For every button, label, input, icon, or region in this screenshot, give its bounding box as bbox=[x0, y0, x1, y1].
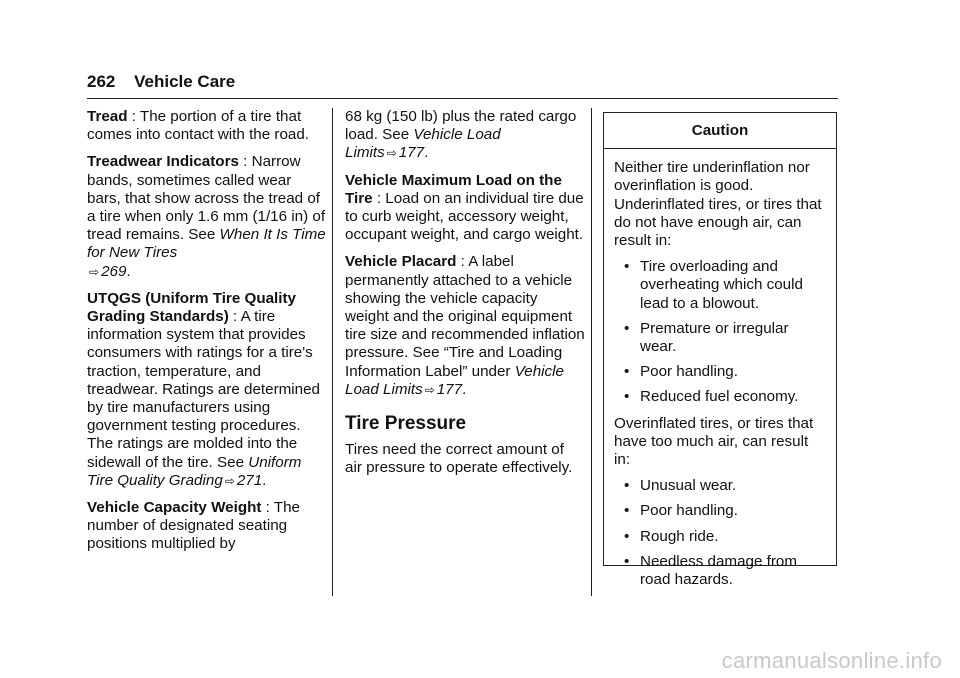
bullet-icon: • bbox=[624, 527, 630, 545]
bullet-icon: • bbox=[624, 477, 630, 495]
bullet-icon: • bbox=[624, 502, 630, 520]
page-number: 262 bbox=[87, 72, 116, 91]
entry-text: The portion of a tire that comes into contact with the road. bbox=[87, 108, 310, 144]
bullet-icon: • bbox=[624, 363, 630, 381]
entry-term: Treadwear Indicators bbox=[87, 153, 239, 171]
caution-over-intro: Overinflated tires, or tires that have too much air, can result in: bbox=[614, 414, 814, 469]
column-divider-1 bbox=[332, 108, 333, 596]
list-item: • Needless damage from road hazards. bbox=[624, 552, 798, 589]
underinflation-list bbox=[614, 258, 826, 406]
entry-term: Tread bbox=[87, 108, 128, 125]
page-title: Vehicle Care bbox=[134, 72, 236, 91]
page-reference-link[interactable]: 269 bbox=[101, 262, 127, 280]
caution-heading: Caution bbox=[604, 113, 836, 149]
glossary-entry-utqgs: UTQGS (Uniform Tire Quality Grading Standards) : A tire information system that provides consumers with ratings for a tire's traction, temperature, and treadwear. Ratings are determined by tire manufacturers using government testing procedures. The ratings are molded into the sidewall of the tire. See Uniform Tire Quality Grading ⇨ 271. bbox=[87, 289, 321, 489]
entry-text: 68 kg (150 lb) plus the rated cargo load. See bbox=[345, 108, 577, 144]
column-1 bbox=[87, 108, 327, 563]
list-item: • Unusual wear. bbox=[624, 477, 737, 495]
list-item: • Tire overloading and overheating which could lead to a blowout. bbox=[624, 258, 803, 312]
column-2 bbox=[345, 108, 585, 487]
header-rule bbox=[87, 98, 838, 99]
page-arrow-icon: ⇨ bbox=[386, 146, 397, 161]
caution-box bbox=[603, 112, 837, 589]
cross-reference-link[interactable]: Vehicle Load Limits bbox=[345, 126, 501, 162]
entry-term: Vehicle Placard bbox=[345, 253, 457, 271]
bullet-icon: • bbox=[624, 388, 630, 406]
list-item: • Rough ride. bbox=[624, 527, 719, 545]
list-item: • Reduced fuel economy. bbox=[624, 388, 799, 406]
cross-reference-link[interactable]: When It Is Time for New Tires bbox=[87, 226, 326, 262]
list-item: • Premature or irregular wear. bbox=[624, 319, 789, 356]
page-arrow-icon: ⇨ bbox=[224, 473, 235, 488]
page-reference-link[interactable]: 177 bbox=[436, 380, 463, 398]
list-item: • Poor handling. bbox=[624, 502, 738, 520]
list-item: • Poor handling. bbox=[624, 363, 738, 381]
entry-term: Vehicle Capacity Weight bbox=[87, 499, 262, 517]
caution-intro: Neither tire underinflation nor overinflation is good. Underinflated tires, or tires that do not have enough air, can result in: bbox=[614, 159, 822, 250]
glossary-entry-max-load: Vehicle Maximum Load on the Tire : Load on an individual tire due to curb weight, accessory weight, occupant weight, and cargo weight. bbox=[345, 171, 584, 244]
glossary-entry-continued: 68 kg (150 lb) plus the rated cargo load. See Vehicle Load Limits ⇨ 177. bbox=[345, 108, 577, 162]
section-paragraph: Tires need the correct amount of air pressure to operate effectively. bbox=[345, 441, 573, 477]
page-arrow-icon: ⇨ bbox=[89, 264, 100, 279]
watermark: carmanualsonline.info bbox=[721, 648, 942, 673]
bullet-icon: • bbox=[624, 319, 630, 337]
cross-reference-link[interactable]: Vehicle Load Limits bbox=[345, 362, 564, 398]
cross-reference-link[interactable]: Uniform Tire Quality Grading bbox=[87, 453, 302, 489]
entry-term: UTQGS (Uniform Tire Quality Grading Standards) bbox=[87, 289, 296, 326]
glossary-entry-vehicle-capacity-weight: Vehicle Capacity Weight : The number of designated seating positions multiplied by bbox=[87, 499, 300, 553]
glossary-entry-tread: Tread : The portion of a tire that comes into contact with the road. bbox=[87, 108, 310, 144]
page-reference-link[interactable]: 271 bbox=[236, 471, 263, 489]
glossary-entry-vehicle-placard: Vehicle Placard : A label permanently attached to a vehicle showing the vehicle capacity weight and the original equipment tire size and recommended inflation pressure. See “Tire and Loading Information Label” under Vehicle Load Limits ⇨ 177. bbox=[345, 253, 585, 398]
entry-term: Vehicle Maximum Load on the Tire bbox=[345, 171, 562, 207]
entry-text: A tire information system that provides consumers with ratings for a tire's traction, temperature, and treadwear. Ratings are determined by tire manufacturers using government testing procedures. The ratings are molded into the sidewall of the tire. See bbox=[87, 308, 321, 471]
column-divider-2 bbox=[591, 108, 592, 596]
glossary-entry-treadwear-indicators: Treadwear Indicators : Narrow bands, sometimes called wear bars, that show across the tread of a tire when only 1.6 mm (1/16 in) of tread remains. See When It Is Time for New Tires ⇨ 269. bbox=[87, 153, 326, 280]
entry-text: The number of designated seating positions multiplied by bbox=[87, 499, 300, 553]
page-header bbox=[87, 72, 235, 92]
page-reference-link[interactable]: 177 bbox=[398, 144, 425, 162]
entry-text: Narrow bands, sometimes called wear bars, that show across the tread of a tire when only 1.6 mm (1/16 in) of tread remains. See bbox=[87, 153, 326, 244]
overinflation-list bbox=[614, 477, 826, 589]
entry-text: A label permanently attached to a vehicle showing the vehicle capacity weight and the original equipment tire size and recommended inflation pressure. See “Tire and Loading Information Label” under bbox=[345, 253, 585, 380]
section-heading: Tire Pressure bbox=[345, 413, 467, 435]
page-arrow-icon: ⇨ bbox=[424, 382, 435, 397]
entry-text: Load on an individual tire due to curb weight, accessory weight, occupant weight, and cargo weight. bbox=[345, 189, 584, 244]
bullet-icon: • bbox=[624, 552, 630, 570]
caution-body bbox=[604, 149, 836, 603]
bullet-icon: • bbox=[624, 258, 630, 276]
